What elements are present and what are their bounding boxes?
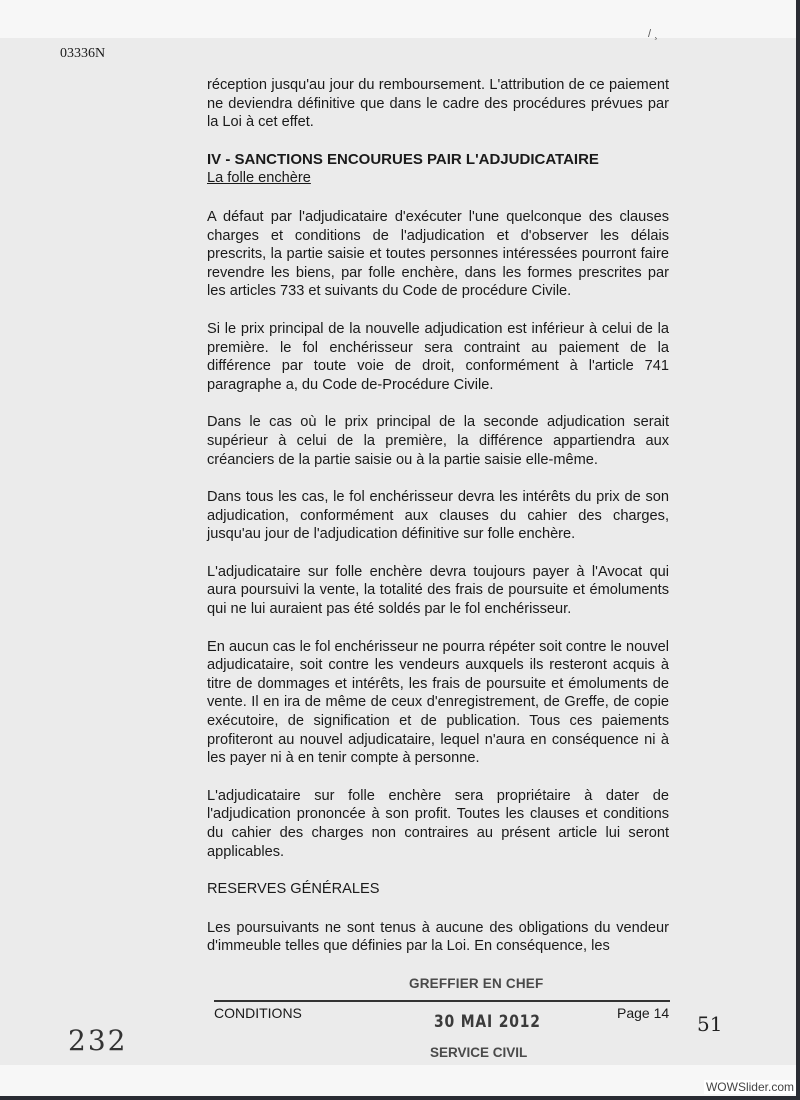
stamp-greffier: GREFFIER EN CHEF	[409, 976, 544, 991]
stamp-service: SERVICE CIVIL	[430, 1045, 528, 1060]
paragraph: Dans le cas où le prix principal de la seconde adjudication serait supérieur à celui de la première, la différence appartiendra aux créanciers de la partie saisie ou à la partie saisie elle-même.	[207, 414, 669, 468]
paragraph: En aucun cas le fol enchérisseur ne pourra répéter soit contre le nouvel adjudicataire, soit contre les vendeurs auxquels ils resteront acquis à titre de dommages et intérêts, les frais de poursuite et émoluments de vente. Il en ira de même de ceux d'enregistrement, de Greffe, de copie exécutoire, de signification et de publication. Tous ces paiements profiteront au nouvel adjudicataire, lequel n'aura en conséquence ni à les payer ni à en tenir compte à personne.	[207, 638, 669, 767]
page-number: Page 14	[617, 1005, 670, 1021]
paragraph: Si le prix principal de la nouvelle adjudication est inférieur à celui de la première. le fol enchérisseur sera contraint au paiement de la différence par toute voie de droit, conformément à l'article 741 paragraphe a, du Code de-Procédure Civile.	[207, 320, 669, 393]
paragraph: L'adjudicataire sur folle enchère devra toujours payer à l'Avocat qui aura poursuivi la vente, la totalité des frais de poursuite et émoluments qui ne lui auraient pas été soldés par le fol enchérisseur.	[207, 563, 669, 618]
margin-mark: / ¸	[648, 28, 658, 40]
document-body	[207, 76, 669, 975]
handwritten-number-right: 51	[697, 1012, 723, 1036]
scan-bottom-margin	[0, 1065, 796, 1096]
scan-top-margin	[0, 0, 796, 38]
footer-label: CONDITIONS	[214, 1005, 302, 1021]
stamp-date: 30 MAI 2012	[434, 1012, 541, 1032]
paragraph-continuation: réception jusqu'au jour du remboursement. L'attribution de ce paiement ne deviendra définitive que dans le cadre des procédures prévues par la Loi à cet effet.	[207, 77, 669, 131]
section-subtitle: La folle enchère	[207, 170, 311, 187]
handwritten-number-left: 232	[68, 1024, 128, 1057]
paragraph: L'adjudicataire sur folle enchère sera propriétaire à dater de l'adjudication prononcée à son profit. Toutes les clauses et conditions du cahier des charges non contraires au présent article lui seront applicables.	[207, 787, 669, 860]
paragraph: Les poursuivants ne sont tenus à aucune des obligations du vendeur d'immeuble telles que définies par la Loi. En conséquence, les	[207, 919, 669, 955]
footer-divider	[214, 1000, 670, 1002]
paragraph: Dans tous les cas, le fol enchérisseur devra les intérêts du prix de son adjudication, conformément aux clauses du cahier des charges, jusqu'au jour de l'adjudication définitive sur folle enchère.	[207, 489, 669, 543]
reserves-heading: RESERVES GÉNÉRALES	[207, 881, 380, 898]
section-title: IV - SANCTIONS ENCOURUES PAIR L'ADJUDICATAIRE	[207, 150, 599, 168]
paragraph: A défaut par l'adjudicataire d'exécuter l'une quelconque des clauses charges et conditions de l'adjudication et d'observer les délais prescrits, la partie saisie et toutes personnes intéressées pourront faire revendre les biens, par folle enchère, dans les formes prescrites par les articles 733 et suivants du Code de procédure Civile.	[207, 208, 669, 300]
document-id: 03336N	[60, 46, 106, 61]
watermark: WOWSlider.com	[705, 1080, 794, 1094]
